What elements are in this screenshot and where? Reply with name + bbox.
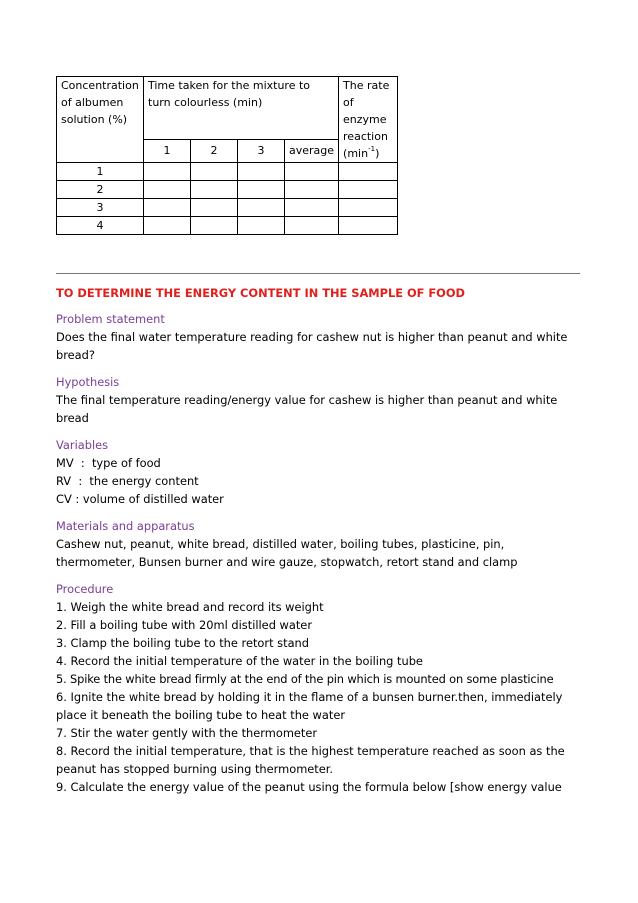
row-concentration: 1	[57, 163, 144, 181]
procedure-section	[56, 580, 582, 796]
row-concentration: 2	[57, 181, 144, 199]
header-time: Time taken for the mixture to turn colourless (min)	[144, 77, 339, 140]
row-concentration: 3	[57, 199, 144, 217]
materials-heading: Materials and apparatus	[56, 519, 195, 533]
header-rate-close: )	[375, 147, 380, 160]
table-cell	[285, 163, 339, 181]
variable-mv: MV : type of food	[56, 456, 161, 470]
document-body	[56, 284, 582, 805]
table-cell	[144, 181, 191, 199]
variables-section	[56, 436, 582, 508]
subheader-trial-2: 2	[191, 139, 238, 162]
procedure-step: 2. Fill a boiling tube with 20ml distilled water	[56, 618, 312, 632]
hypothesis-text: The final temperature reading/energy value for cashew is higher than peanut and white bread	[56, 393, 558, 425]
section-title: TO DETERMINE THE ENERGY CONTENT IN THE SAMPLE OF FOOD	[56, 286, 465, 300]
procedure-step: 5. Spike the white bread firmly at the end of the pin which is mounted on some plasticine	[56, 672, 554, 686]
row-concentration: 4	[57, 217, 144, 235]
subheader-average: average	[285, 139, 339, 162]
problem-heading: Problem statement	[56, 312, 165, 326]
materials-section	[56, 517, 582, 571]
table-cell	[285, 217, 339, 235]
procedure-step: 8. Record the initial temperature, that is the highest temperature reached as soon as the peanut has stopped burning using thermometer.	[56, 744, 565, 776]
hypothesis-heading: Hypothesis	[56, 375, 120, 389]
table-row	[57, 181, 398, 199]
materials-text: Cashew nut, peanut, white bread, distilled water, boiling tubes, plasticine, pin, thermometer, Bunsen burner and wire gauze, stopwatch, retort stand and clamp	[56, 537, 518, 569]
header-rate	[339, 77, 398, 163]
table-cell	[339, 199, 398, 217]
table-cell	[285, 199, 339, 217]
procedure-step: 9. Calculate the energy value of the peanut using the formula below [show energy value	[56, 780, 562, 794]
table-cell	[144, 199, 191, 217]
table-row	[57, 217, 398, 235]
variables-heading: Variables	[56, 438, 109, 452]
variable-cv: CV : volume of distilled water	[56, 492, 224, 506]
problem-text: Does the final water temperature reading for cashew nut is higher than peanut and white bread?	[56, 330, 568, 362]
problem-section	[56, 310, 582, 364]
header-concentration: Concentration of albumen solution (%)	[57, 77, 144, 163]
table-row	[57, 163, 398, 181]
header-rate-text: The rate of enzyme reaction (min	[343, 79, 390, 160]
procedure-step: 1. Weigh the white bread and record its weight	[56, 600, 324, 614]
procedure-step: 6. Ignite the white bread by holding it in the flame of a bunsen burner.then, immediately place it beneath the boiling tube to heat the water	[56, 690, 563, 722]
table-cell	[191, 163, 238, 181]
subheader-trial-3: 3	[238, 139, 285, 162]
procedure-step: 7. Stir the water gently with the thermometer	[56, 726, 318, 740]
table-cell	[238, 199, 285, 217]
table-cell	[238, 217, 285, 235]
table-cell	[238, 181, 285, 199]
table-row	[57, 199, 398, 217]
variable-rv: RV : the energy content	[56, 474, 199, 488]
hypothesis-section	[56, 373, 582, 427]
table-cell	[339, 217, 398, 235]
results-table	[56, 76, 398, 235]
table-cell	[285, 181, 339, 199]
subheader-trial-1: 1	[144, 139, 191, 162]
procedure-step: 3. Clamp the boiling tube to the retort stand	[56, 636, 310, 650]
table-cell	[144, 163, 191, 181]
procedure-heading: Procedure	[56, 582, 114, 596]
procedure-step: 4. Record the initial temperature of the water in the boiling tube	[56, 654, 423, 668]
section-divider	[56, 273, 580, 274]
table-cell	[191, 217, 238, 235]
table-cell	[191, 199, 238, 217]
table-cell	[191, 181, 238, 199]
table-cell	[144, 217, 191, 235]
table-cell	[238, 163, 285, 181]
table-cell	[339, 163, 398, 181]
table-cell	[339, 181, 398, 199]
header-rate-exponent: -1	[368, 145, 376, 153]
